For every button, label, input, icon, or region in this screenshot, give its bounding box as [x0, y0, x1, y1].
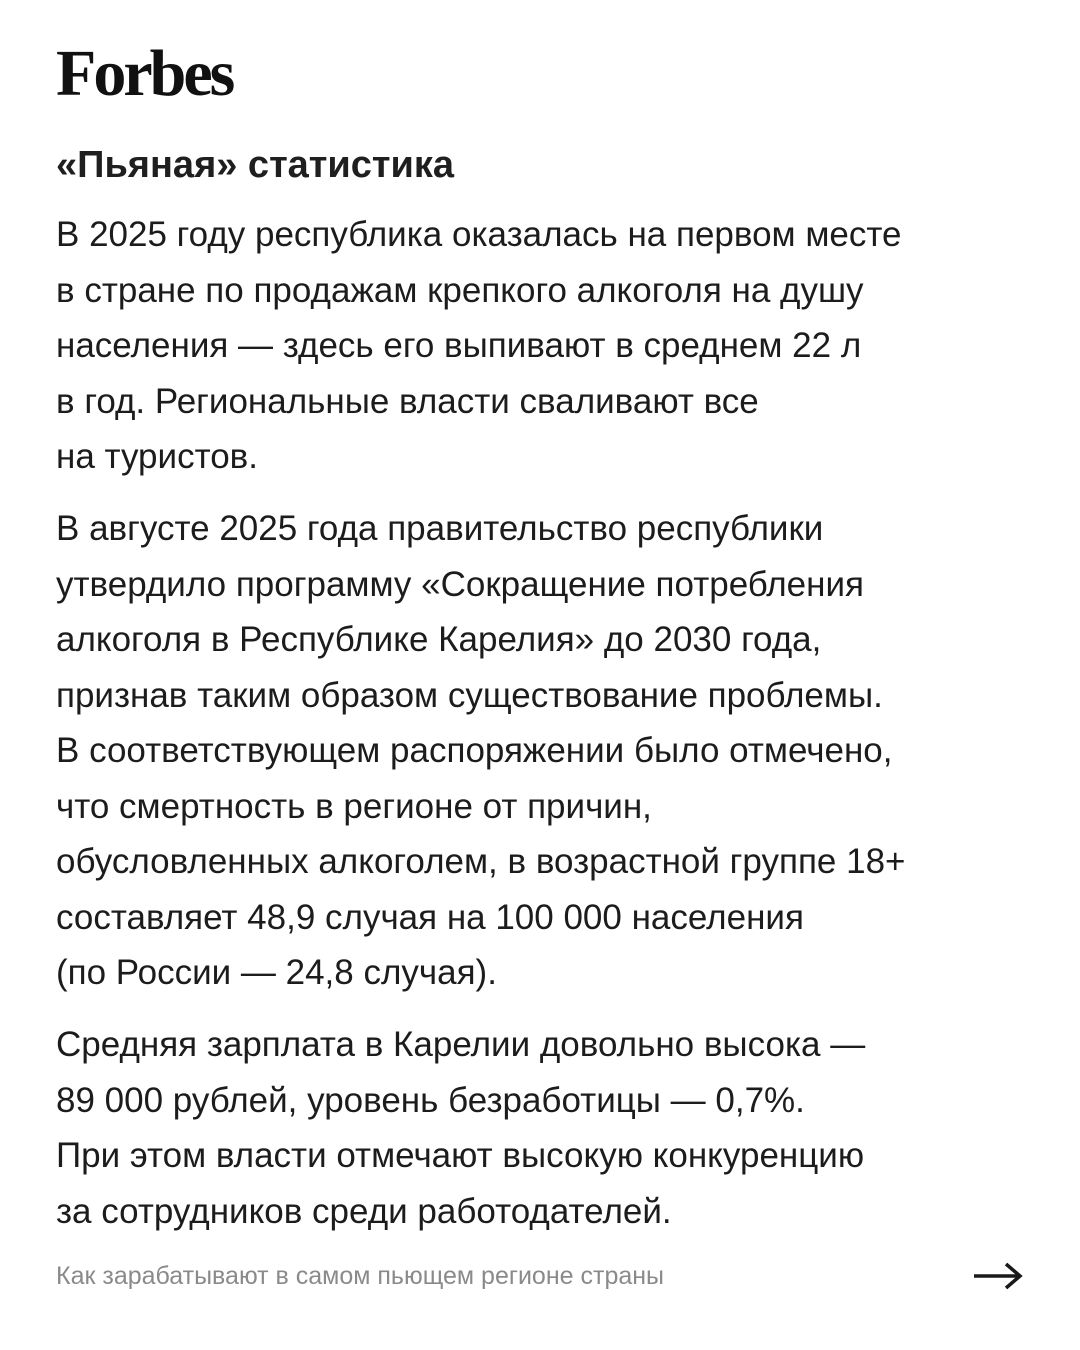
text-line: Средняя зарплата в Карелии довольно высока —: [56, 1025, 866, 1064]
paragraph-3: [56, 1017, 865, 1239]
text-line: обусловленных алкоголем, в возрастной группе 18+: [56, 842, 906, 881]
text-line: В соответствующем распоряжении было отмечено,: [56, 731, 893, 770]
article-link[interactable]: Как зарабатывают в самом пьющем регионе страны: [56, 1261, 665, 1290]
text-line: алкоголя в Республике Карелия» до 2030 года,: [56, 620, 822, 659]
text-line: за сотрудников среди работодателей.: [56, 1191, 672, 1231]
text-line: на туристов.: [56, 437, 258, 476]
text-line: При этом власти отмечают высокую конкуренцию: [56, 1136, 865, 1175]
text-line: в год. Региональные власти сваливают все: [56, 381, 759, 421]
forbes-logo: Forbes: [56, 37, 233, 110]
text-line: В 2025 году республика оказалась на первом месте: [56, 215, 902, 254]
text-line: что смертность в регионе от причин,: [56, 786, 652, 826]
paragraph-1: [56, 207, 901, 485]
text-line: 89 000 рублей, уровень безработицы — 0,7%.: [56, 1080, 805, 1120]
section-heading: «Пьяная» статистика: [56, 144, 455, 186]
paragraph-2: [56, 501, 905, 1001]
text-line: утвердило программу «Сокращение потребления: [56, 564, 864, 604]
text-line: составляет 48,9 случая на 100 000 населения: [56, 897, 804, 937]
arrow-right-icon[interactable]: [972, 1260, 1024, 1292]
text-line: признав таким образом существование проблемы.: [56, 675, 883, 715]
text-line: (по России — 24,8 случая).: [56, 953, 497, 992]
article-footer: [56, 1254, 1024, 1298]
text-line: населения — здесь его выпивают в среднем 22 л: [56, 326, 862, 365]
text-line: В августе 2025 года правительство республики: [56, 509, 824, 548]
text-line: в стране по продажам крепкого алкоголя на душу: [56, 270, 864, 310]
